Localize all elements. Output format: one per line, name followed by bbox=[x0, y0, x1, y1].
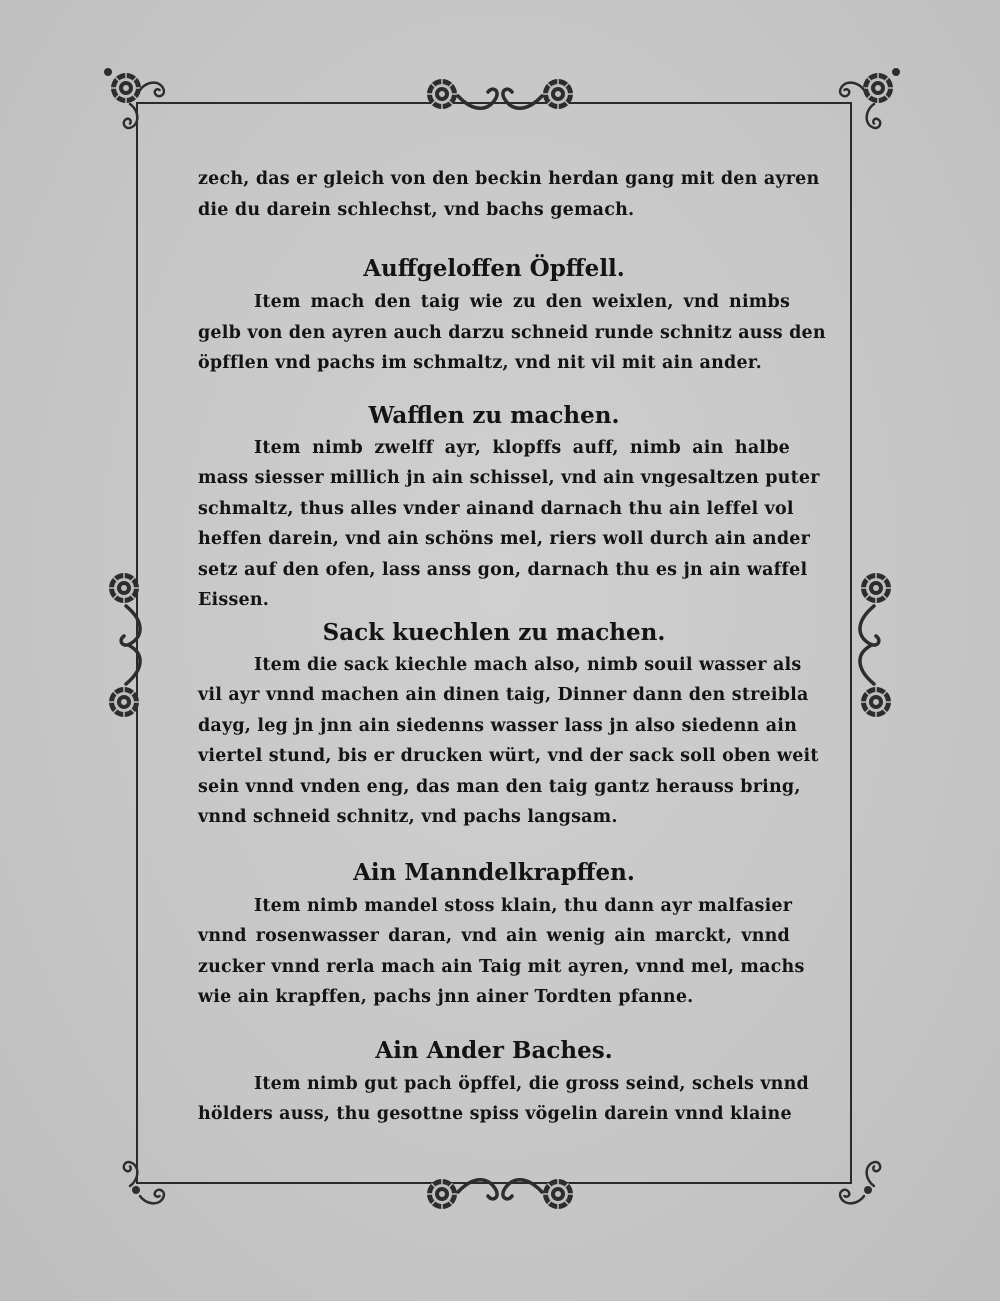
text-line: viertel stund, bis er drucken würt, vnd der sack soll oben weit bbox=[198, 746, 819, 766]
section-title: Auffgeloffen Öpffell. bbox=[363, 255, 625, 282]
section-title: Sack kuechlen zu machen. bbox=[322, 618, 666, 646]
text-line: gelb von den ayren auch darzu schneid runde schnitz auss den bbox=[198, 322, 826, 343]
section-title: Ain Manndelkrapffen. bbox=[353, 858, 635, 886]
text-line: die du darein schlechst, vnd bachs gemach. bbox=[198, 199, 635, 220]
text-line: dayg, leg jn jnn ain siedenns wasser lass jn also siedenn ain bbox=[198, 715, 798, 736]
text-line: Item die sack kiechle mach also, nimb souil wasser als bbox=[254, 654, 802, 675]
text-line: wie ain krapffen, pachs jnn ainer Tordten pfanne. bbox=[198, 987, 694, 1007]
side-rosette-icon bbox=[856, 566, 896, 726]
text-line: Item nimb gut pach öpffel, die gross seind, schels vnnd bbox=[254, 1073, 809, 1094]
text-line: mass siesser millich jn ain schissel, vnd ain vngesaltzen puter bbox=[198, 468, 820, 488]
text-line: sein vnnd vnden eng, das man den taig gantz herauss bring, bbox=[198, 776, 801, 797]
text-line: zech, das er gleich von den beckin herdan gang mit den ayren bbox=[198, 169, 820, 189]
text-line: vil ayr vnnd machen ain dinen taig, Dinner dann den streibla bbox=[198, 685, 809, 705]
rosette-flourish-icon bbox=[418, 72, 582, 118]
text-line: vnnd schneid schnitz, vnd pachs langsam. bbox=[198, 807, 618, 827]
text-line: Eissen. bbox=[198, 590, 270, 610]
text-line: Item mach den taig wie zu den weixlen, vnd nimbs bbox=[254, 292, 790, 312]
text-line: Item nimb mandel stoss klain, thu dann ayr malfasier bbox=[254, 895, 793, 916]
corner-flourish-icon bbox=[96, 1150, 176, 1230]
text-line: heffen darein, vnd ain schöns mel, riers woll durch ain ander bbox=[198, 529, 811, 549]
text-line: zucker vnnd rerla mach ain Taig mit ayren, vnnd mel, machs bbox=[198, 956, 805, 977]
side-rosette-icon bbox=[104, 566, 144, 726]
corner-flourish-icon bbox=[828, 1150, 908, 1230]
section-title: Ain Ander Baches. bbox=[375, 1036, 613, 1064]
text-line: Item nimb zwelff ayr, klopffs auff, nimb ain halbe bbox=[254, 437, 790, 458]
text-line: setz auf den ofen, lass anss gon, darnach thu es jn ain waffel bbox=[198, 559, 808, 580]
text-line: schmaltz, thus alles vnder ainand darnach thu ain leffel vol bbox=[198, 498, 794, 519]
text-line: hölders auss, thu gesottne spiss vögelin darein vnnd klaine bbox=[198, 1104, 792, 1124]
corner-flourish-icon bbox=[96, 60, 176, 140]
text-line: öpfflen vnd pachs im schmaltz, vnd nit vil mit ain ander. bbox=[198, 353, 762, 373]
page-text bbox=[198, 164, 826, 1130]
text-line: vnnd rosenwasser daran, vnd ain wenig ain marckt, vnnd bbox=[198, 926, 790, 946]
section-title: Wafflen zu machen. bbox=[368, 401, 620, 429]
rosette-flourish-icon bbox=[418, 1170, 582, 1216]
corner-flourish-icon bbox=[828, 60, 908, 140]
